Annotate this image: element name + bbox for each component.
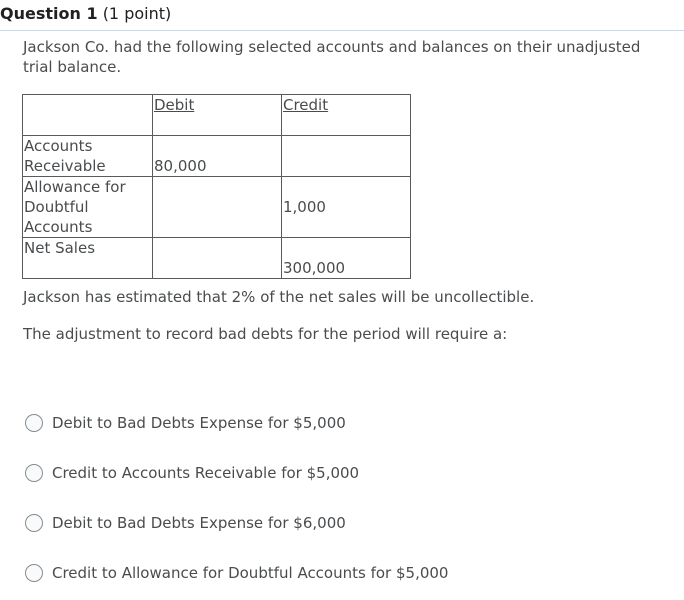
question-prompt: Jackson Co. had the following selected accounts and balances on their unadjusted trial balance. [23,38,641,76]
question-points: (1 point) [102,4,172,23]
question-header [0,4,171,23]
header-debit-cell [153,95,282,136]
trial-balance-table [22,94,411,279]
debit-cell: 80,000 [153,136,282,177]
table-row [23,177,411,238]
credit-cell: 1,000 [282,177,411,238]
header-credit-cell [282,95,411,136]
answer-option-1[interactable] [25,412,346,434]
option-label[interactable]: Debit to Bad Debts Expense for $5,000 [52,414,346,432]
answer-option-4[interactable] [25,562,448,584]
question-statement: The adjustment to record bad debts for the period will require a: [23,325,508,343]
header-account-cell [23,95,153,136]
option-label[interactable]: Credit to Allowance for Doubtful Accounts for $5,000 [52,564,449,582]
debit-header: Debit [154,96,195,114]
table-row [23,136,411,177]
answer-option-3[interactable] [25,512,346,534]
estimate-statement: Jackson has estimated that 2% of the net sales will be uncollectible. [23,288,535,306]
debit-cell [153,238,282,279]
credit-cell [282,136,411,177]
account-name-cell: Net Sales [23,238,153,279]
credit-cell: 300,000 [282,238,411,279]
radio-button[interactable] [25,514,43,532]
radio-button[interactable] [25,464,43,482]
table-header-row [23,95,411,136]
radio-button[interactable] [25,564,43,582]
header-divider [0,30,684,31]
question-number: Question 1 [0,4,98,23]
debit-cell [153,177,282,238]
table-row [23,238,411,279]
option-label[interactable]: Debit to Bad Debts Expense for $6,000 [52,514,346,532]
account-name-cell: Allowance for Doubtful Accounts [23,177,153,238]
answer-option-2[interactable] [25,462,359,484]
option-label[interactable]: Credit to Accounts Receivable for $5,000 [52,464,360,482]
radio-button[interactable] [25,414,43,432]
account-name-cell: Accounts Receivable [23,136,153,177]
credit-header: Credit [283,96,329,114]
